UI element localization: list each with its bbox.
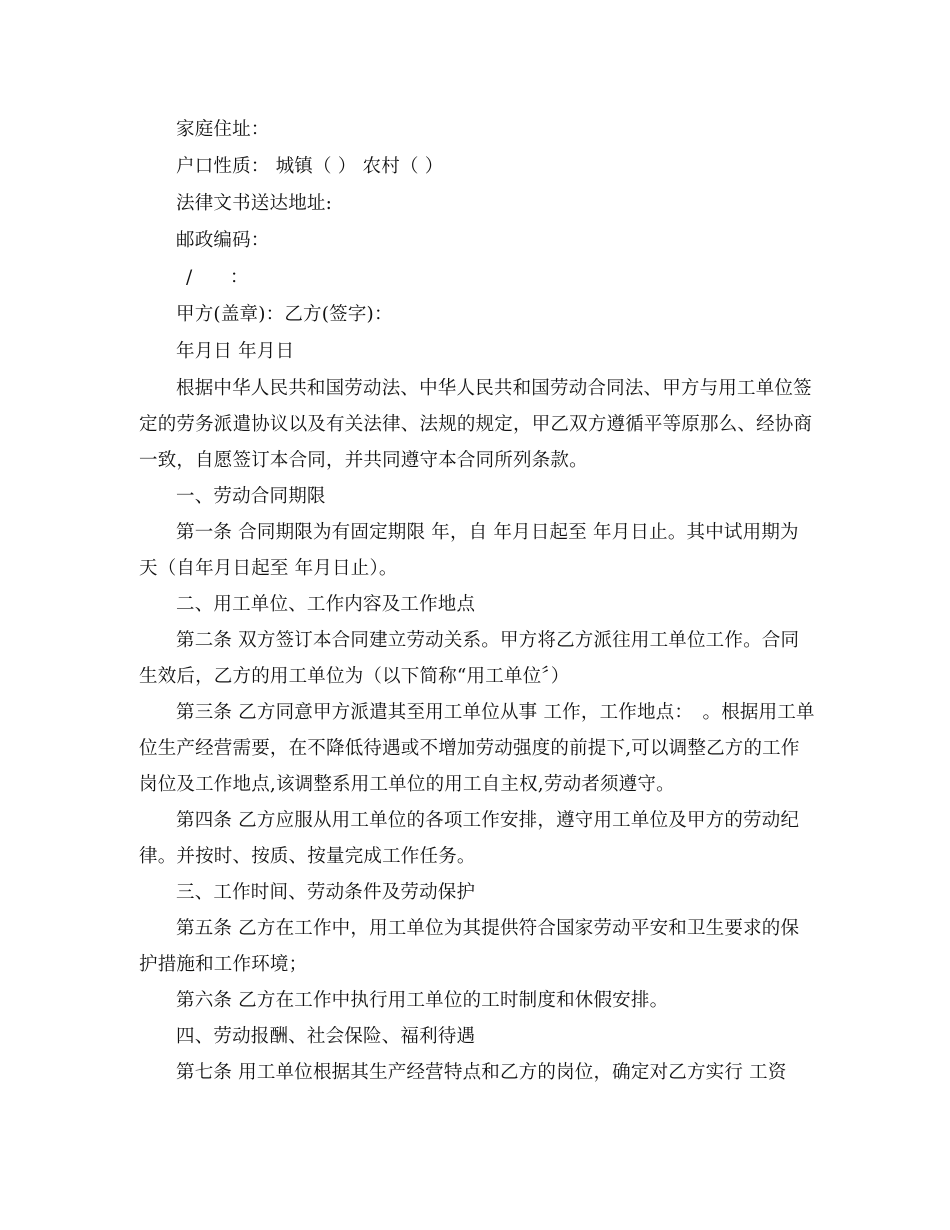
signature-line: 甲方(盖章)：乙方(签字)：	[176, 304, 393, 325]
article-1-line-1: 第一条 合同期限为有固定期限 年，自 年月日起至 年月日止。其中试用期为	[176, 522, 799, 543]
article-2-line-1: 第二条 双方签订本合同建立劳动关系。甲方将乙方派往用工单位工作。合同	[176, 630, 800, 651]
article-2-line-2: 生效后，乙方的用工单位为（以下简称“用工单位〞）	[139, 666, 570, 687]
article-7-line-1: 第七条 用工单位根据其生产经营特点和乙方的岗位，确定对乙方实行 工资	[176, 1062, 787, 1083]
article-3-line-2: 位生产经营需要，在不降低待遇或不增加劳动强度的前提下,可以调整乙方的工作	[139, 738, 800, 759]
article-3-line-3: 岗位及工作地点,该调整系用工单位的用工自主权,劳动者须遵守。	[139, 774, 675, 795]
article-5-line-1: 第五条 乙方在工作中，用工单位为其提供符合国家劳动平安和卫生要求的保	[176, 918, 800, 939]
date-line: 年月日 年月日	[176, 341, 295, 362]
field-household-type: 户口性质： 城镇（ ） 农村（ ）	[176, 156, 444, 177]
article-6-line-1: 第六条 乙方在工作中执行用工单位的工时制度和休假安排。	[176, 990, 669, 1011]
article-4-line-2: 律。并按时、按质、按量完成工作任务。	[139, 846, 476, 867]
section-heading-1: 一、劳动合同期限	[176, 486, 326, 507]
section-heading-2: 二、用工单位、工作内容及工作地点	[176, 594, 476, 615]
section-heading-3: 三、工作时间、劳动条件及劳动保护	[176, 882, 476, 903]
preamble-line-1: 根据中华人民共和国劳动法、中华人民共和国劳动合同法、甲方与用工单位签	[176, 378, 812, 399]
field-home-address: 家庭住址：	[176, 119, 270, 140]
article-3-line-1: 第三条 乙方同意甲方派遣其至用工单位从事 工作，工作地点： 。根据用工单	[176, 702, 815, 723]
article-1-line-2: 天（自年月日起至 年月日止）。	[139, 558, 398, 579]
field-slash-line: / ：	[186, 267, 249, 288]
field-legal-doc-address: 法律文书送达地址:	[176, 193, 333, 214]
preamble-line-3: 一致，自愿签订本合同，并共同遵守本合同所列条款。	[139, 450, 588, 471]
section-heading-4: 四、劳动报酬、社会保险、福利待遇	[176, 1026, 476, 1047]
article-5-line-2: 护措施和工作环境；	[139, 954, 308, 975]
preamble-line-2: 定的劳务派遣协议以及有关法律、法规的规定，甲乙双方遵循平等原那么、经协商	[139, 414, 813, 435]
article-4-line-1: 第四条 乙方应服从用工单位的各项工作安排，遵守用工单位及甲方的劳动纪	[176, 810, 800, 831]
field-postal-code: 邮政编码：	[176, 230, 270, 251]
